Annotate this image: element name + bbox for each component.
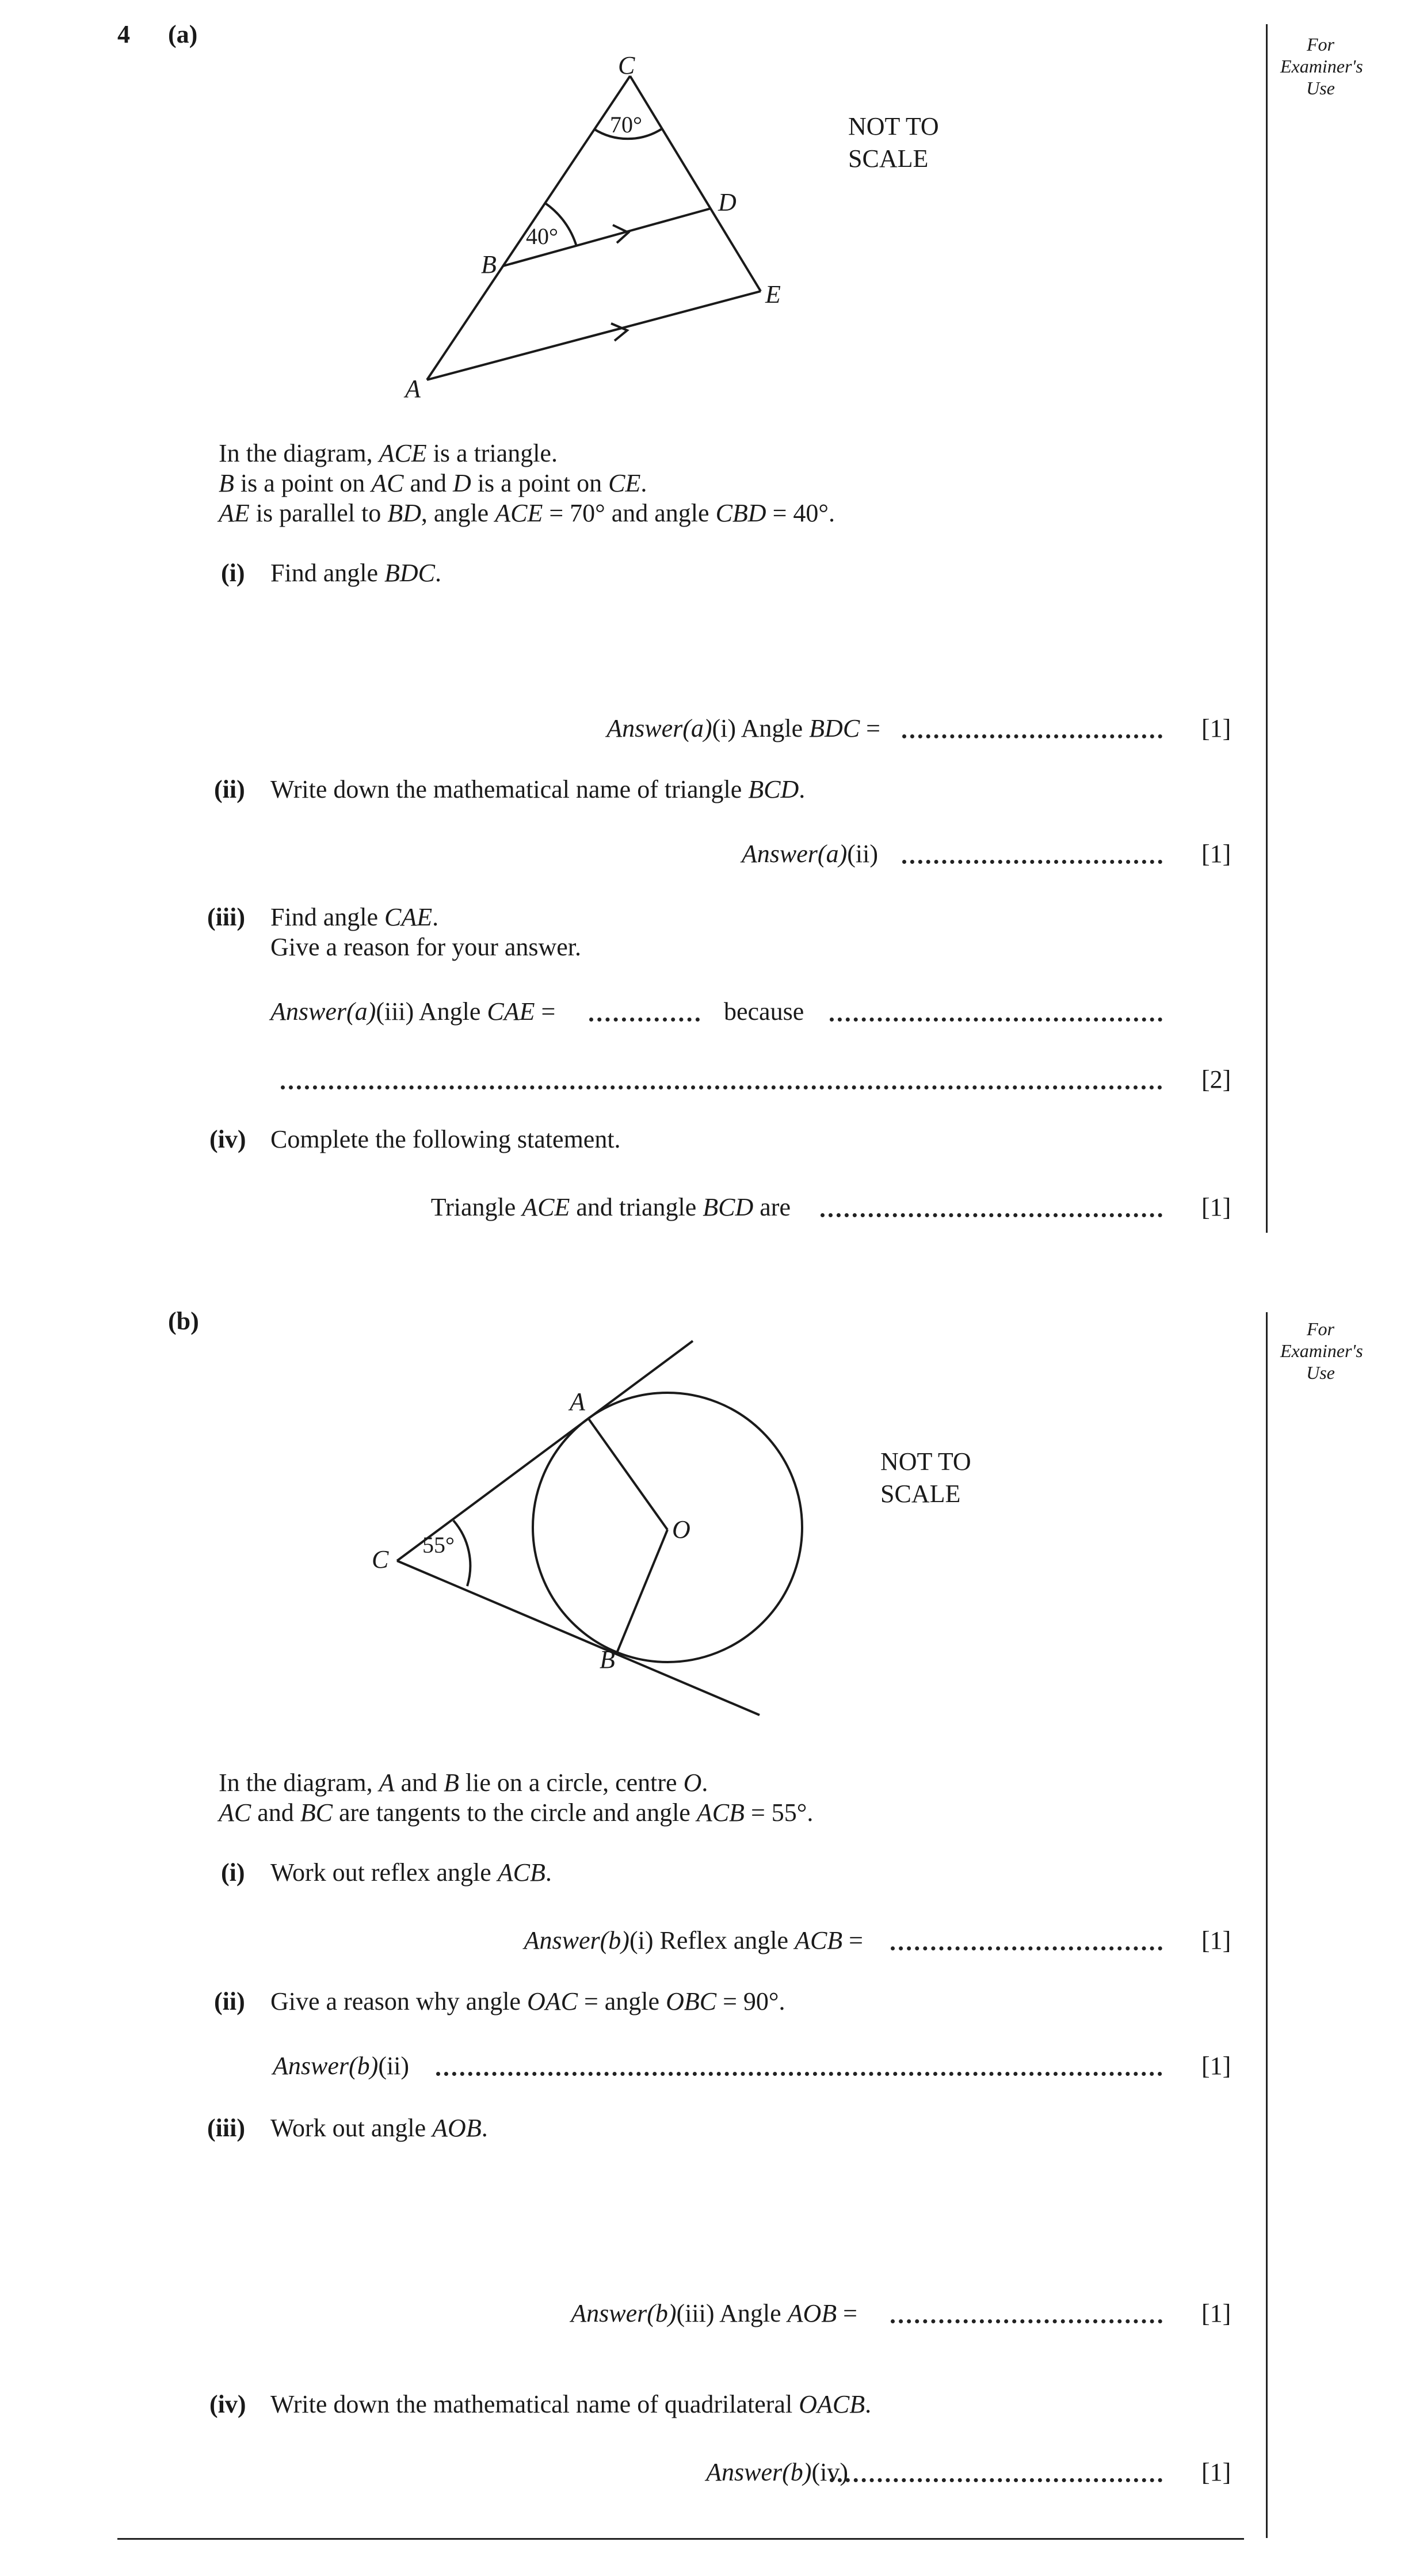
answer-b-ii-label [273, 2051, 409, 2081]
angle-label-55: 55° [422, 1532, 455, 1558]
text-run: Give a reason why angle [270, 1987, 527, 2015]
text-run: . [481, 2114, 488, 2142]
text-run: and triangle [570, 1193, 703, 1221]
text-run: BD [387, 499, 421, 527]
angle-label-70: 70° [610, 112, 642, 138]
text-run: = [860, 714, 880, 742]
text-run: Give a reason for your answer. [270, 933, 582, 961]
mark-b-ii: [1] [1201, 2052, 1231, 2080]
label-d: D [718, 188, 737, 216]
parallel-arrow-ae [611, 323, 627, 341]
q-b-i-text [270, 1858, 552, 1888]
label-b-a: A [570, 1388, 585, 1416]
text-run: ACB [795, 1926, 843, 1954]
answer-b-iii-line[interactable] [891, 2319, 1162, 2323]
text-run: is a point on [234, 469, 372, 497]
text-run: = angle [577, 1987, 666, 2015]
answer-b-iii-label [571, 2299, 857, 2329]
not-to-scale-a-line2: SCALE [848, 144, 929, 173]
label-e: E [765, 280, 781, 308]
answer-b-i-line[interactable] [891, 1946, 1162, 1950]
text-run: = 55°. [744, 1798, 814, 1827]
answer-a-i-label [606, 714, 880, 744]
text-run: AE [219, 499, 250, 527]
answer-a-ii-label [742, 839, 878, 869]
text-run: AOB [787, 2299, 837, 2327]
text-run: BDC [809, 714, 860, 742]
text-run: CAE [384, 903, 433, 931]
text-run: Write down the mathematical name of triangle [270, 775, 749, 803]
text-run: O [683, 1769, 702, 1797]
text-run: A [379, 1769, 395, 1797]
text-run: = 70° and angle [543, 499, 716, 527]
answer-a-iii-angle-line[interactable] [589, 1018, 700, 1022]
text-run: ACB [497, 1858, 545, 1887]
statement-a-iv [431, 1192, 791, 1222]
text-run: . [545, 1858, 552, 1887]
text-run: Answer(a) [741, 840, 848, 868]
text-run: BDC [384, 559, 435, 587]
label-a: A [405, 375, 421, 403]
text-run: Answer(a) [270, 997, 376, 1026]
q-a-i-text [270, 558, 441, 588]
q-a-i-number: (i) [221, 559, 245, 587]
examiner-use-note-b: For Examiner's Use [1280, 1319, 1363, 1383]
answer-a-i-line[interactable] [902, 734, 1162, 738]
text-run: In the diagram, [219, 1769, 379, 1797]
text-run: Answer(b) [571, 2299, 677, 2327]
text-run: BCD [703, 1193, 754, 1221]
label-c: C [618, 51, 635, 79]
part-a-label: (a) [168, 20, 198, 48]
not-to-scale-b-line2: SCALE [880, 1480, 961, 1508]
text-run: Work out angle [270, 2114, 433, 2142]
text-run: (i) Angle [712, 714, 810, 742]
angle-arc-c-b [453, 1521, 470, 1586]
q-b-ii-text [270, 1987, 785, 2017]
text-run: OBC [666, 1987, 717, 2015]
text-run: AC [219, 1798, 251, 1827]
answer-a-ii-line[interactable] [902, 860, 1162, 864]
line-ce [630, 76, 761, 291]
text-run: . [865, 2390, 872, 2418]
text-run: (iii) Angle [676, 2299, 788, 2327]
text-run: CAE [487, 997, 535, 1026]
text-run: Triangle [430, 1193, 522, 1221]
radius-oa [588, 1418, 667, 1530]
examiner-use-note: For Examiner's Use [1280, 34, 1363, 98]
text-run: . [434, 559, 441, 587]
text-run: CBD [715, 499, 766, 527]
text-run: = [842, 1926, 863, 1954]
q-b-iii-number: (iii) [207, 2114, 245, 2142]
text-run: , angle [421, 499, 495, 527]
footer-rule [117, 2538, 1244, 2540]
text-run: lie on a circle, centre [459, 1769, 684, 1797]
text-run: B [444, 1769, 459, 1797]
text-run: Answer(b) [706, 2458, 812, 2486]
text-run: ACE [495, 499, 543, 527]
mark-a-iv: [1] [1201, 1193, 1231, 1221]
text-run: OAC [526, 1987, 578, 2015]
text-run: ACE [379, 439, 427, 467]
text-run: is a point on [471, 469, 609, 497]
q-a-iv-text [270, 1125, 621, 1154]
text-run: CE [608, 469, 641, 497]
text-run: (ii) [847, 840, 878, 868]
q-b-iii-text [270, 2113, 488, 2143]
text-run: BC [300, 1798, 333, 1827]
text-run: (iii) Angle [376, 997, 487, 1026]
text-run: = [535, 997, 556, 1026]
mark-b-iv: [1] [1201, 2458, 1231, 2486]
answer-b-ii-line[interactable] [436, 2072, 1162, 2076]
q-b-ii-number: (ii) [214, 1987, 245, 2015]
intro-a-line1 [219, 439, 558, 468]
text-run: is a triangle. [426, 439, 558, 467]
text-run: Find angle [270, 903, 384, 931]
text-run: (i) Reflex angle [629, 1926, 795, 1954]
text-run: . [701, 1769, 708, 1797]
answer-a-iii-reason-line2[interactable] [281, 1085, 1162, 1089]
not-to-scale-b-line1: NOT TO [880, 1447, 971, 1476]
label-b-b: B [600, 1645, 615, 1674]
text-run: Work out reflex angle [270, 1858, 498, 1887]
tangent-ca [397, 1341, 693, 1561]
q-a-iii-number: (iii) [207, 903, 245, 931]
q-b-i-number: (i) [221, 1858, 245, 1887]
text-run: are [753, 1193, 791, 1221]
tangent-cb [397, 1561, 760, 1715]
part-b-label: (b) [168, 1307, 199, 1335]
q-b-iv-text [270, 2390, 871, 2419]
mark-a-iii: [2] [1201, 1065, 1231, 1093]
text-run: Write down the mathematical name of quadrilateral [270, 2390, 799, 2418]
q-a-ii-number: (ii) [214, 775, 245, 803]
answer-a-iii-reason-line1[interactable] [830, 1018, 1162, 1022]
text-run: and [394, 1769, 444, 1797]
text-run: and [403, 469, 453, 497]
intro-a-line2 [219, 468, 647, 498]
text-run: is parallel to [249, 499, 388, 527]
text-run: Complete the following statement. [270, 1125, 621, 1153]
label-b-c: C [372, 1545, 389, 1573]
text-run: . [432, 903, 439, 931]
not-to-scale-a-line1: NOT TO [848, 112, 939, 140]
text-run: Answer(b) [524, 1926, 629, 1954]
q-a-iii-text1 [270, 902, 438, 932]
text-run: AC [371, 469, 404, 497]
mark-a-ii: [1] [1201, 840, 1231, 868]
question-number: 4 [117, 20, 130, 48]
answer-b-iv-line[interactable] [830, 2478, 1162, 2482]
text-run: ACB [696, 1798, 745, 1827]
mark-a-i: [1] [1201, 714, 1231, 742]
text-run: . [799, 775, 806, 803]
text-run: Find angle [270, 559, 384, 587]
label-b-o: O [672, 1515, 690, 1544]
answer-a-iii-because: because [724, 997, 804, 1026]
text-run: = [837, 2299, 857, 2327]
intro-b-line2 [219, 1798, 813, 1828]
answer-b-i-label [524, 1926, 863, 1956]
angle-label-40: 40° [526, 223, 558, 249]
circle-tangent-diagram [0, 1324, 1427, 1750]
q-a-iii-text2 [270, 932, 581, 962]
intro-a-line3 [219, 498, 835, 528]
text-run: and [251, 1798, 300, 1827]
circle-o [533, 1393, 802, 1662]
text-run: are tangents to the circle and angle [333, 1798, 697, 1827]
text-run: Answer(b) [273, 2052, 379, 2080]
text-run: OACB [799, 2390, 865, 2418]
triangle-diagram [0, 0, 1427, 414]
text-run: AOB [432, 2114, 482, 2142]
answer-a-iv-line[interactable] [821, 1213, 1162, 1217]
text-run: . [640, 469, 647, 497]
text-run: Answer(a) [606, 714, 712, 742]
text-run: ACE [522, 1193, 570, 1221]
text-run: = 90°. [716, 1987, 785, 2015]
text-run: = 40°. [766, 499, 835, 527]
answer-a-iii-label [270, 997, 555, 1027]
mark-b-iii: [1] [1201, 2299, 1231, 2327]
label-b: B [481, 250, 497, 279]
text-run: BCD [748, 775, 799, 803]
q-b-iv-number: (iv) [209, 2390, 246, 2418]
text-run: B [219, 469, 234, 497]
q-a-ii-text [270, 775, 805, 805]
answer-b-iv-label [706, 2457, 848, 2487]
mark-b-i: [1] [1201, 1926, 1231, 1954]
radius-ob [617, 1530, 667, 1653]
intro-b-line1 [219, 1768, 708, 1798]
text-run: In the diagram, [219, 439, 379, 467]
text-run: (ii) [378, 2052, 410, 2080]
text-run: D [452, 469, 471, 497]
q-a-iv-number: (iv) [209, 1125, 246, 1153]
text-run: (iv) [811, 2458, 848, 2486]
